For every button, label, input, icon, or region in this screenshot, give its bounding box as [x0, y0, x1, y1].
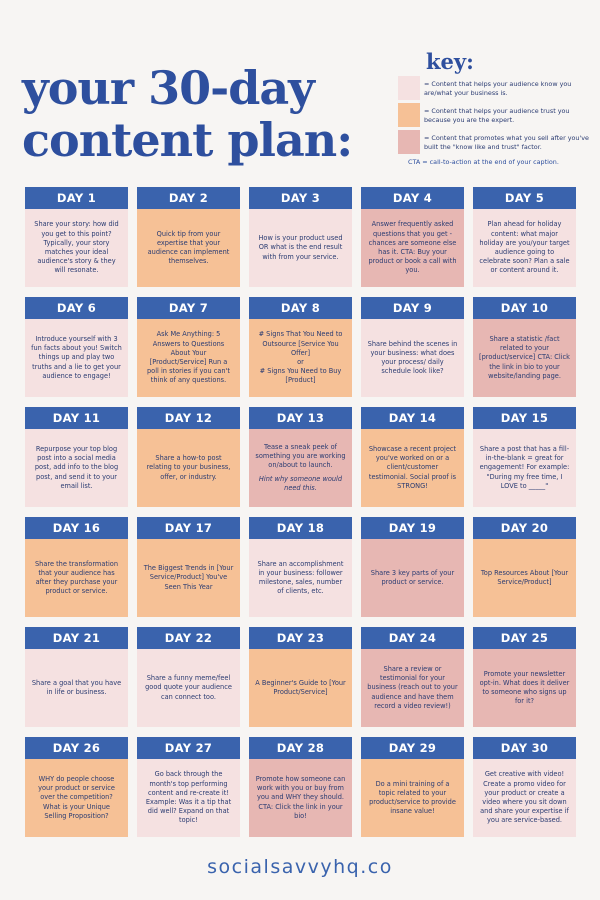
day-card-body: [137, 759, 240, 837]
legend-swatch-pink: [398, 130, 420, 154]
legend-title: key:: [426, 49, 474, 74]
day-card-idea: Share 3 key parts of your product or service.: [370, 568, 455, 586]
day-card: [25, 407, 128, 507]
day-card: [25, 627, 128, 727]
day-card: [137, 407, 240, 507]
day-card-idea: Share the transformation that your audience has after they purchase your product or service.: [34, 559, 119, 596]
day-card-label: DAY 19: [361, 517, 464, 539]
day-card-body: [473, 209, 576, 287]
day-card-label: DAY 29: [361, 737, 464, 759]
day-card-text: [143, 674, 234, 702]
day-card-idea: Share a how-to post relating to your business, offer, or industry.: [146, 454, 231, 481]
day-card-idea: Introduce yourself with 3 fun facts about you! Switch things up and play two truths and a lie to get your audience to engage!: [31, 334, 122, 380]
day-card: [249, 297, 352, 397]
day-card-body: [361, 319, 464, 397]
day-card-idea: WHY do people choose your product or service over the competition? What is your Unique Selling Proposition?: [38, 774, 115, 820]
day-card: [473, 407, 576, 507]
day-card-text: [255, 775, 346, 821]
day-card-text: [31, 220, 122, 275]
day-card-label: DAY 17: [137, 517, 240, 539]
day-card-label: DAY 25: [473, 627, 576, 649]
day-card-body: [473, 429, 576, 507]
cta-note: CTA = call-to-action at the end of your caption.: [408, 158, 559, 166]
day-card-label: DAY 27: [137, 737, 240, 759]
day-card-text: [255, 443, 346, 493]
day-card-text: [479, 220, 570, 275]
day-card-text: [31, 679, 122, 697]
day-card-body: [473, 759, 576, 837]
day-card: [249, 627, 352, 727]
day-card-idea: Promote your newsletter opt-in. What does it deliver to someone who signs up for it?: [479, 669, 570, 706]
day-card-label: DAY 16: [25, 517, 128, 539]
day-card: [25, 297, 128, 397]
day-card: [473, 517, 576, 617]
footer-website: socialsavvyhq.co: [207, 856, 393, 878]
day-card-text: [31, 775, 122, 821]
day-card-body: [361, 429, 464, 507]
day-card-text: [367, 445, 458, 491]
day-card-idea: The Biggest Trends in [Your Service/Product] You've Seen This Year: [143, 564, 234, 591]
title-line-2: content plan:: [22, 113, 353, 167]
day-card-idea: Ask Me Anything: 5 Answers to Questions About Your [Product/Service] Run a poll in stories if you can't think of any questions.: [147, 330, 230, 385]
day-card-hint: Hint why someone would need this.: [258, 474, 343, 492]
day-card-label: DAY 2: [137, 187, 240, 209]
day-card-idea: A Beginner's Guide to [Your Product/Service]: [255, 678, 346, 696]
day-card-body: [249, 209, 352, 287]
day-card-text: [479, 335, 570, 381]
day-card: [137, 737, 240, 837]
day-card-label: DAY 23: [249, 627, 352, 649]
day-card-label: DAY 26: [25, 737, 128, 759]
day-card-body: [249, 759, 352, 837]
day-card: [473, 737, 576, 837]
day-card-idea: Share an accomplishment in your business: follower milestone, sales, number of clients, etc.: [257, 559, 344, 596]
day-card-body: [473, 319, 576, 397]
day-card-text: [367, 569, 458, 587]
day-card: [473, 297, 576, 397]
day-card-label: DAY 3: [249, 187, 352, 209]
day-card-idea: Share a goal that you have in life or business.: [31, 678, 122, 696]
day-card-label: DAY 21: [25, 627, 128, 649]
day-card-body: [361, 209, 464, 287]
day-card: [25, 187, 128, 287]
legend-text: = Content that helps your audience know you are/what your business is.: [424, 80, 572, 97]
day-card-label: DAY 8: [249, 297, 352, 319]
day-grid: [25, 187, 576, 837]
day-card-text: [367, 665, 458, 711]
legend-swatch-light: [398, 76, 420, 100]
day-card-label: DAY 20: [473, 517, 576, 539]
day-card-text: [143, 770, 234, 825]
day-card: [249, 187, 352, 287]
day-card-idea: Share a review or testimonial for your business (reach out to your audience and have them record a video review!): [367, 664, 458, 710]
day-card-label: DAY 30: [473, 737, 576, 759]
day-card-idea: Share behind the scenes in your business: what does your process/ daily schedule look like?: [367, 339, 458, 376]
day-card-idea: Showcase a recent project you've worked on or a client/customer testimonial. Social proof is STRONG!: [368, 444, 457, 490]
day-card-text: [367, 340, 458, 377]
day-card-label: DAY 15: [473, 407, 576, 429]
day-card: [473, 187, 576, 287]
day-card: [137, 187, 240, 287]
day-card-label: DAY 13: [249, 407, 352, 429]
day-card-text: [143, 230, 234, 267]
legend-text: = Content that helps your audience trust you because you are the expert.: [424, 107, 570, 124]
day-card-text: [367, 220, 458, 275]
day-card-body: [25, 209, 128, 287]
day-card-idea: Do a mini training of a topic related to your product/service to provide insane value!: [369, 779, 456, 816]
day-card: [361, 517, 464, 617]
day-card-text: [31, 335, 122, 381]
day-card-text: [479, 770, 570, 825]
day-card-label: DAY 6: [25, 297, 128, 319]
day-card-idea: Repurpose your top blog post into a social media post, add info to the blog post, and send it to your email list.: [34, 444, 119, 490]
day-card-label: DAY 22: [137, 627, 240, 649]
day-card-body: [361, 759, 464, 837]
day-card-body: [361, 539, 464, 617]
day-card-label: DAY 11: [25, 407, 128, 429]
day-card: [25, 517, 128, 617]
day-card-text: [479, 670, 570, 707]
day-card-idea: Share a statistic /fact related to your [product/service] CTA: Click the link in bio to your website/landing page.: [479, 334, 570, 380]
day-card-text: [31, 560, 122, 597]
day-card-label: DAY 5: [473, 187, 576, 209]
day-card-text: [31, 445, 122, 491]
day-card-text: [479, 445, 570, 491]
day-card-idea: Top Resources About [Your Service/Product]: [480, 568, 569, 586]
legend-item: [398, 76, 594, 100]
day-card-idea: Plan ahead for holiday content: what major holiday are you/your target audience going to celebrate soon? Plan a sale or content around it.: [479, 220, 570, 275]
day-card-idea: How is your product used OR what is the end result with from your service.: [258, 234, 343, 261]
day-card-body: [137, 319, 240, 397]
day-card-text: [143, 454, 234, 482]
day-card-idea: Quick tip from your expertise that your audience can implement themselves.: [147, 229, 230, 266]
day-card: [361, 737, 464, 837]
legend-item: [398, 103, 594, 127]
day-card-text: [367, 780, 458, 817]
day-card-idea: Tease a sneak peek of something you are working on/about to launch.: [255, 442, 346, 470]
day-card-label: DAY 12: [137, 407, 240, 429]
day-card-body: [25, 429, 128, 507]
day-card-text: [143, 564, 234, 592]
day-card: [25, 737, 128, 837]
day-card: [249, 517, 352, 617]
day-card-text: [479, 569, 570, 587]
day-card: [137, 517, 240, 617]
day-card-body: [25, 539, 128, 617]
legend-text: = Content that promotes what you sell after you've built the "know like and trust" factor.: [424, 134, 589, 151]
day-card-label: DAY 10: [473, 297, 576, 319]
day-card-body: [473, 649, 576, 727]
day-card-label: DAY 1: [25, 187, 128, 209]
day-card-body: [137, 429, 240, 507]
day-card-idea: Share your story: how did you get to this point? Typically, your story matches your ideal audience's story & they will resonate.: [34, 220, 119, 275]
day-card-text: [255, 330, 346, 385]
day-card-body: [249, 539, 352, 617]
day-card-label: DAY 14: [361, 407, 464, 429]
day-card-label: DAY 4: [361, 187, 464, 209]
day-card: [361, 187, 464, 287]
day-card-body: [25, 759, 128, 837]
day-card-text: [255, 560, 346, 597]
page-title: [22, 62, 352, 166]
day-card: [137, 627, 240, 727]
day-card-idea: Share a funny meme/feel good quote your audience can connect too.: [145, 674, 232, 701]
day-card-body: [361, 649, 464, 727]
day-card-body: [137, 209, 240, 287]
day-card-label: DAY 7: [137, 297, 240, 319]
day-card-text: [255, 679, 346, 697]
day-card-body: [249, 429, 352, 507]
day-card-label: DAY 28: [249, 737, 352, 759]
day-card-idea: Go back through the month's top performing content and re-create it! Example: Was it a tip that did well? Expand on that topic!: [145, 770, 232, 825]
legend-swatch-orange: [398, 103, 420, 127]
day-card-body: [25, 649, 128, 727]
legend-item: [398, 130, 594, 154]
day-card-label: DAY 9: [361, 297, 464, 319]
day-card-body: [249, 649, 352, 727]
day-card-body: [249, 319, 352, 397]
day-card-label: DAY 24: [361, 627, 464, 649]
day-card-body: [137, 539, 240, 617]
day-card-label: DAY 18: [249, 517, 352, 539]
day-card-text: [143, 330, 234, 385]
day-card-body: [473, 539, 576, 617]
day-card: [361, 627, 464, 727]
day-card: [361, 297, 464, 397]
legend: [398, 50, 594, 166]
day-card-body: [25, 319, 128, 397]
day-card: [473, 627, 576, 727]
day-card: [361, 407, 464, 507]
day-card-idea: # Signs That You Need to Outsource [Service You Offer] or # Signs You Need to Buy [Product]: [258, 330, 343, 385]
day-card-idea: Promote how someone can work with you or buy from you and WHY they should. CTA: Click the link in your bio!: [255, 774, 346, 820]
day-card-text: [255, 234, 346, 262]
day-card-idea: Answer frequently asked questions that you get - chances are someone else has it. CTA: Buy your product or book a call with you.: [368, 220, 457, 275]
day-card-idea: Share a post that has a fill-in-the-blank = great for engagement! For example: "During my free time, I LOVE to _____": [479, 444, 570, 490]
day-card-idea: Get creative with video! Create a promo video for your product or create a video where you sit down and share your expertise if you are service-based.: [480, 770, 569, 825]
day-card: [249, 737, 352, 837]
day-card-body: [137, 649, 240, 727]
day-card: [249, 407, 352, 507]
title-line-1: your 30-day: [22, 61, 314, 115]
day-card: [137, 297, 240, 397]
